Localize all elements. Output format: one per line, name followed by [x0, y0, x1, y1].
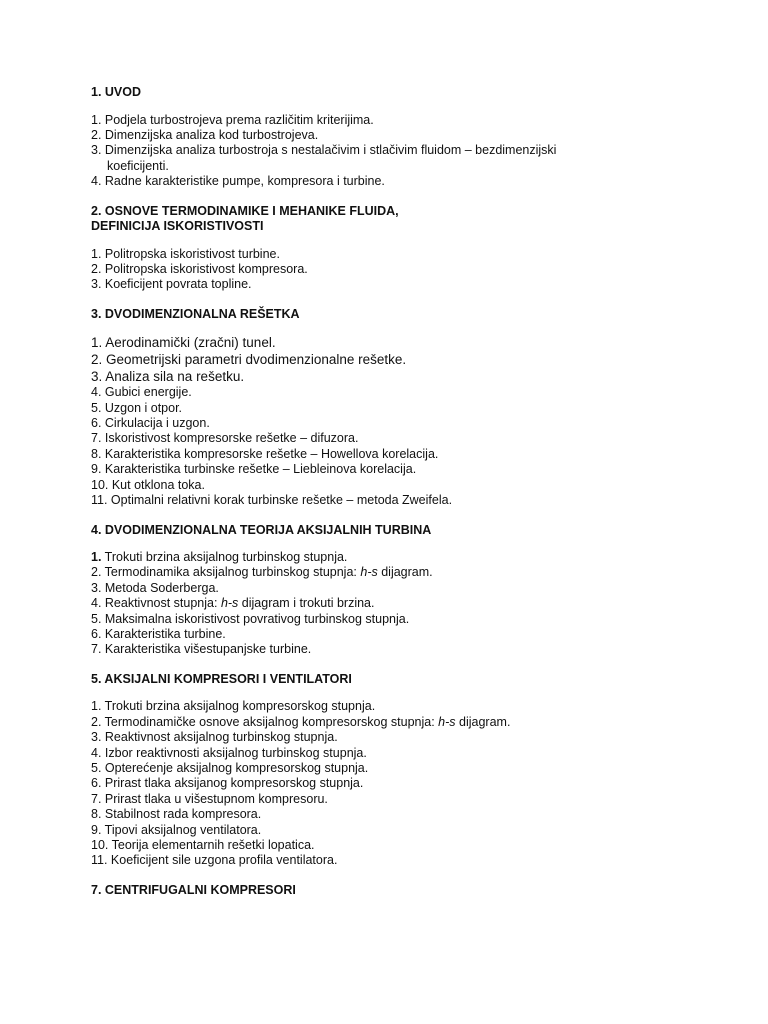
list-item: 4. Radne karakteristike pumpe, kompresora i turbine. — [91, 174, 385, 189]
item-text: dijagram. — [455, 714, 511, 729]
section-1-list — [91, 113, 691, 190]
list-item: 7. Prirast tlaka u višestupnom kompresoru. — [91, 791, 328, 806]
list-item: 1. Podjela turbostrojeva prema različitim kriterijima. — [91, 112, 374, 127]
list-item: 4. Gubici energije. — [91, 385, 192, 400]
list-item: 6. Karakteristika turbine. — [91, 627, 226, 642]
list-item: 2. Geometrijski parametri dvodimenzionalne rešetke. — [91, 352, 407, 368]
list-item — [91, 565, 691, 580]
list-item: 1. Trokuti brzina aksijalnog kompresorskog stupnja. — [91, 699, 376, 714]
section-4-list — [91, 550, 691, 658]
list-item: 3. Koeficijent povrata topline. — [91, 277, 252, 292]
list-item: 9. Karakteristika turbinske rešetke – Liebleinova korelacija. — [91, 462, 417, 477]
list-item: 6. Prirast tlaka aksijanog kompresorskog stupnja. — [91, 776, 364, 791]
list-item: 1. Aerodinamički (zračni) tunel. — [91, 335, 276, 351]
section-2-title: 2. OSNOVE TERMODINAMIKE I MEHANIKE FLUIDA, — [91, 203, 399, 218]
item-emphasis: h-s — [220, 596, 239, 611]
list-item: 2. Dimenzijska analiza kod turbostrojeva. — [91, 127, 319, 142]
list-item: 2. Politropska iskoristivost kompresora. — [91, 261, 308, 276]
item-emphasis: h-s — [438, 714, 456, 729]
section-5-list — [91, 699, 691, 868]
list-item: 4. Izbor reaktivnosti aksijalnog turbinskog stupnja. — [91, 745, 367, 760]
list-item: 3. Metoda Soderberga. — [91, 580, 219, 595]
list-item: 11. Optimalni relativni korak turbinske rešetke – metoda Zweifela. — [91, 493, 453, 508]
item-text: Trokuti brzina aksijalnog turbinskog stupnja. — [101, 550, 348, 564]
item-text: dijagram i trokuti brzina. — [238, 596, 375, 611]
list-item: 7. Iskoristivost kompresorske rešetke – difuzora. — [91, 431, 359, 446]
item-text: 2. Termodinamika aksijalnog turbinskog stupnja: — [91, 565, 361, 580]
list-item — [91, 550, 691, 565]
item-emphasis: h-s — [360, 565, 378, 580]
list-item-continuation: koeficijenti. — [107, 158, 169, 173]
section-3-title: 3. DVODIMENZIONALNA REŠETKA — [91, 306, 300, 321]
list-item — [91, 596, 691, 611]
list-item: 1. Politropska iskoristivost turbine. — [91, 246, 280, 261]
document-page — [91, 85, 691, 898]
section-5-title: 5. AKSIJALNI KOMPRESORI I VENTILATORI — [91, 671, 352, 686]
section-7-title: 7. CENTRIFUGALNI KOMPRESORI — [91, 882, 296, 897]
list-item: 11. Koeficijent sile uzgona profila ventilatora. — [91, 853, 338, 868]
list-item: 10. Teorija elementarnih rešetki lopatica. — [91, 838, 315, 852]
list-item: 3. Analiza sila na rešetku. — [91, 369, 245, 385]
list-item: 10. Kut otklona toka. — [91, 477, 205, 492]
list-item: 5. Maksimalna iskoristivost povrativog turbinskog stupnja. — [91, 611, 410, 626]
list-item: 6. Cirkulacija i uzgon. — [91, 416, 210, 431]
list-item: 9. Tipovi aksijalnog ventilatora. — [91, 822, 262, 837]
item-text: dijagram. — [377, 565, 433, 580]
item-text: 4. Reaktivnost stupnja: — [91, 596, 221, 611]
section-1-title: 1. UVOD — [91, 85, 142, 99]
list-item: 3. Reaktivnost aksijalnog turbinskog stupnja. — [91, 730, 338, 745]
list-item: 5. Uzgon i otpor. — [91, 400, 183, 415]
list-item: 5. Opterećenje aksijalnog kompresorskog stupnja. — [91, 760, 369, 775]
section-4-title: 4. DVODIMENZIONALNA TEORIJA AKSIJALNIH TURBINA — [91, 522, 432, 537]
list-item: 7. Karakteristika višestupanjske turbine. — [91, 642, 312, 657]
list-item: 8. Stabilnost rada kompresora. — [91, 807, 262, 822]
list-item: 3. Dimenzijska analiza turbostroja s nestalačivim i stlačivim fluidom – bezdimenzijski — [91, 143, 557, 158]
section-2-title-line2: DEFINICIJA ISKORISTIVOSTI — [91, 219, 264, 234]
list-item — [91, 715, 691, 730]
section-2-list — [91, 247, 691, 293]
section-3-list — [91, 334, 691, 508]
item-number: 1. — [91, 550, 102, 564]
item-text: 2. Termodinamičke osnove aksijalnog kompresorskog stupnja: — [91, 714, 439, 729]
list-item: 8. Karakteristika kompresorske rešetke – Howellova korelacija. — [91, 446, 439, 461]
